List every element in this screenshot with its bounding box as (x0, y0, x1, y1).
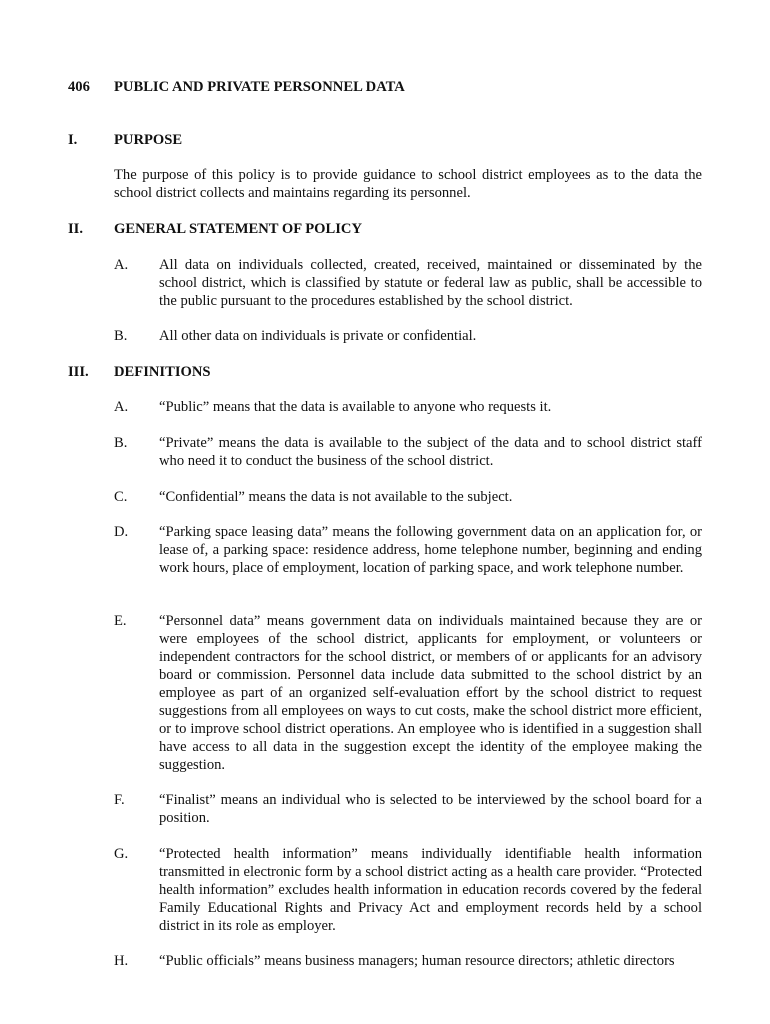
purpose-paragraph: The purpose of this policy is to provide guidance to school district employees as to the data the school district collects and maintains regarding its personnel. (114, 167, 702, 201)
definition-g-letter: G. (114, 846, 129, 862)
policy-title: PUBLIC AND PRIVATE PERSONNEL DATA (114, 79, 405, 95)
section-1-title: PURPOSE (114, 132, 183, 148)
definition-b-text: “Private” means the data is available to the subject of the data and to school district staff who need it to conduct the business of the school district. (159, 435, 702, 469)
definition-g-text: “Protected health information” means individually identifiable health information transmitted in electronic form by a school district acting as a health care provider. “Protected health information” excludes health information in education records covered by the federal Family Educational Rights and Privacy Act and employment records held by a school district in its role as employer. (159, 846, 702, 934)
definition-h-text: “Public officials” means business managers; human resource directors; athletic directors (159, 953, 675, 969)
definition-e-text: “Personnel data” means government data on individuals maintained because they are or were employees of the school district, applicants for employment, or volunteers or independent contractors for the school district, or members of or applicants for an advisory board or commission. Personnel data include data submitted to the school district by an employee as part of an organized self-evaluation effort by the school district to request suggestions from all employees on ways to cut costs, make the school district more efficient, or to improve school district operations. An employee who is identified in a suggestion shall have access to all data in the suggestion except the identity of the employee making the suggestion. (159, 613, 702, 773)
definition-a-letter: A. (114, 399, 129, 415)
policy-item-a-text: All data on individuals collected, created, received, maintained or disseminated by the school district, which is classified by statute or federal law as public, shall be accessible to the public pursuant to the procedures established by the school district. (159, 257, 702, 309)
definition-f-letter: F. (114, 792, 125, 808)
definition-b-letter: B. (114, 435, 128, 451)
definition-f-text: “Finalist” means an individual who is selected to be interviewed by the school board for a position. (159, 792, 702, 826)
section-2-label: II. (68, 221, 84, 237)
policy-item-a-letter: A. (114, 257, 129, 273)
definition-c-letter: C. (114, 489, 128, 505)
section-3-label: III. (68, 364, 89, 380)
definition-a-text: “Public” means that the data is available to anyone who requests it. (159, 399, 552, 415)
definition-d-text: “Parking space leasing data” means the following government data on an application for, or lease of, a parking space: residence address, home telephone number, beginning and ending work hours, place of employment, location of parking space, and work telephone number. (159, 524, 702, 576)
policy-item-b-text: All other data on individuals is private or confidential. (159, 328, 477, 344)
definition-e-letter: E. (114, 613, 127, 629)
policy-item-b-letter: B. (114, 328, 128, 344)
policy-number: 406 (68, 79, 90, 95)
section-3-title: DEFINITIONS (114, 364, 211, 380)
definition-h-letter: H. (114, 953, 129, 969)
definition-d-letter: D. (114, 524, 129, 540)
definition-c-text: “Confidential” means the data is not available to the subject. (159, 489, 513, 505)
section-2-title: GENERAL STATEMENT OF POLICY (114, 221, 362, 237)
section-1-label: I. (68, 132, 78, 148)
